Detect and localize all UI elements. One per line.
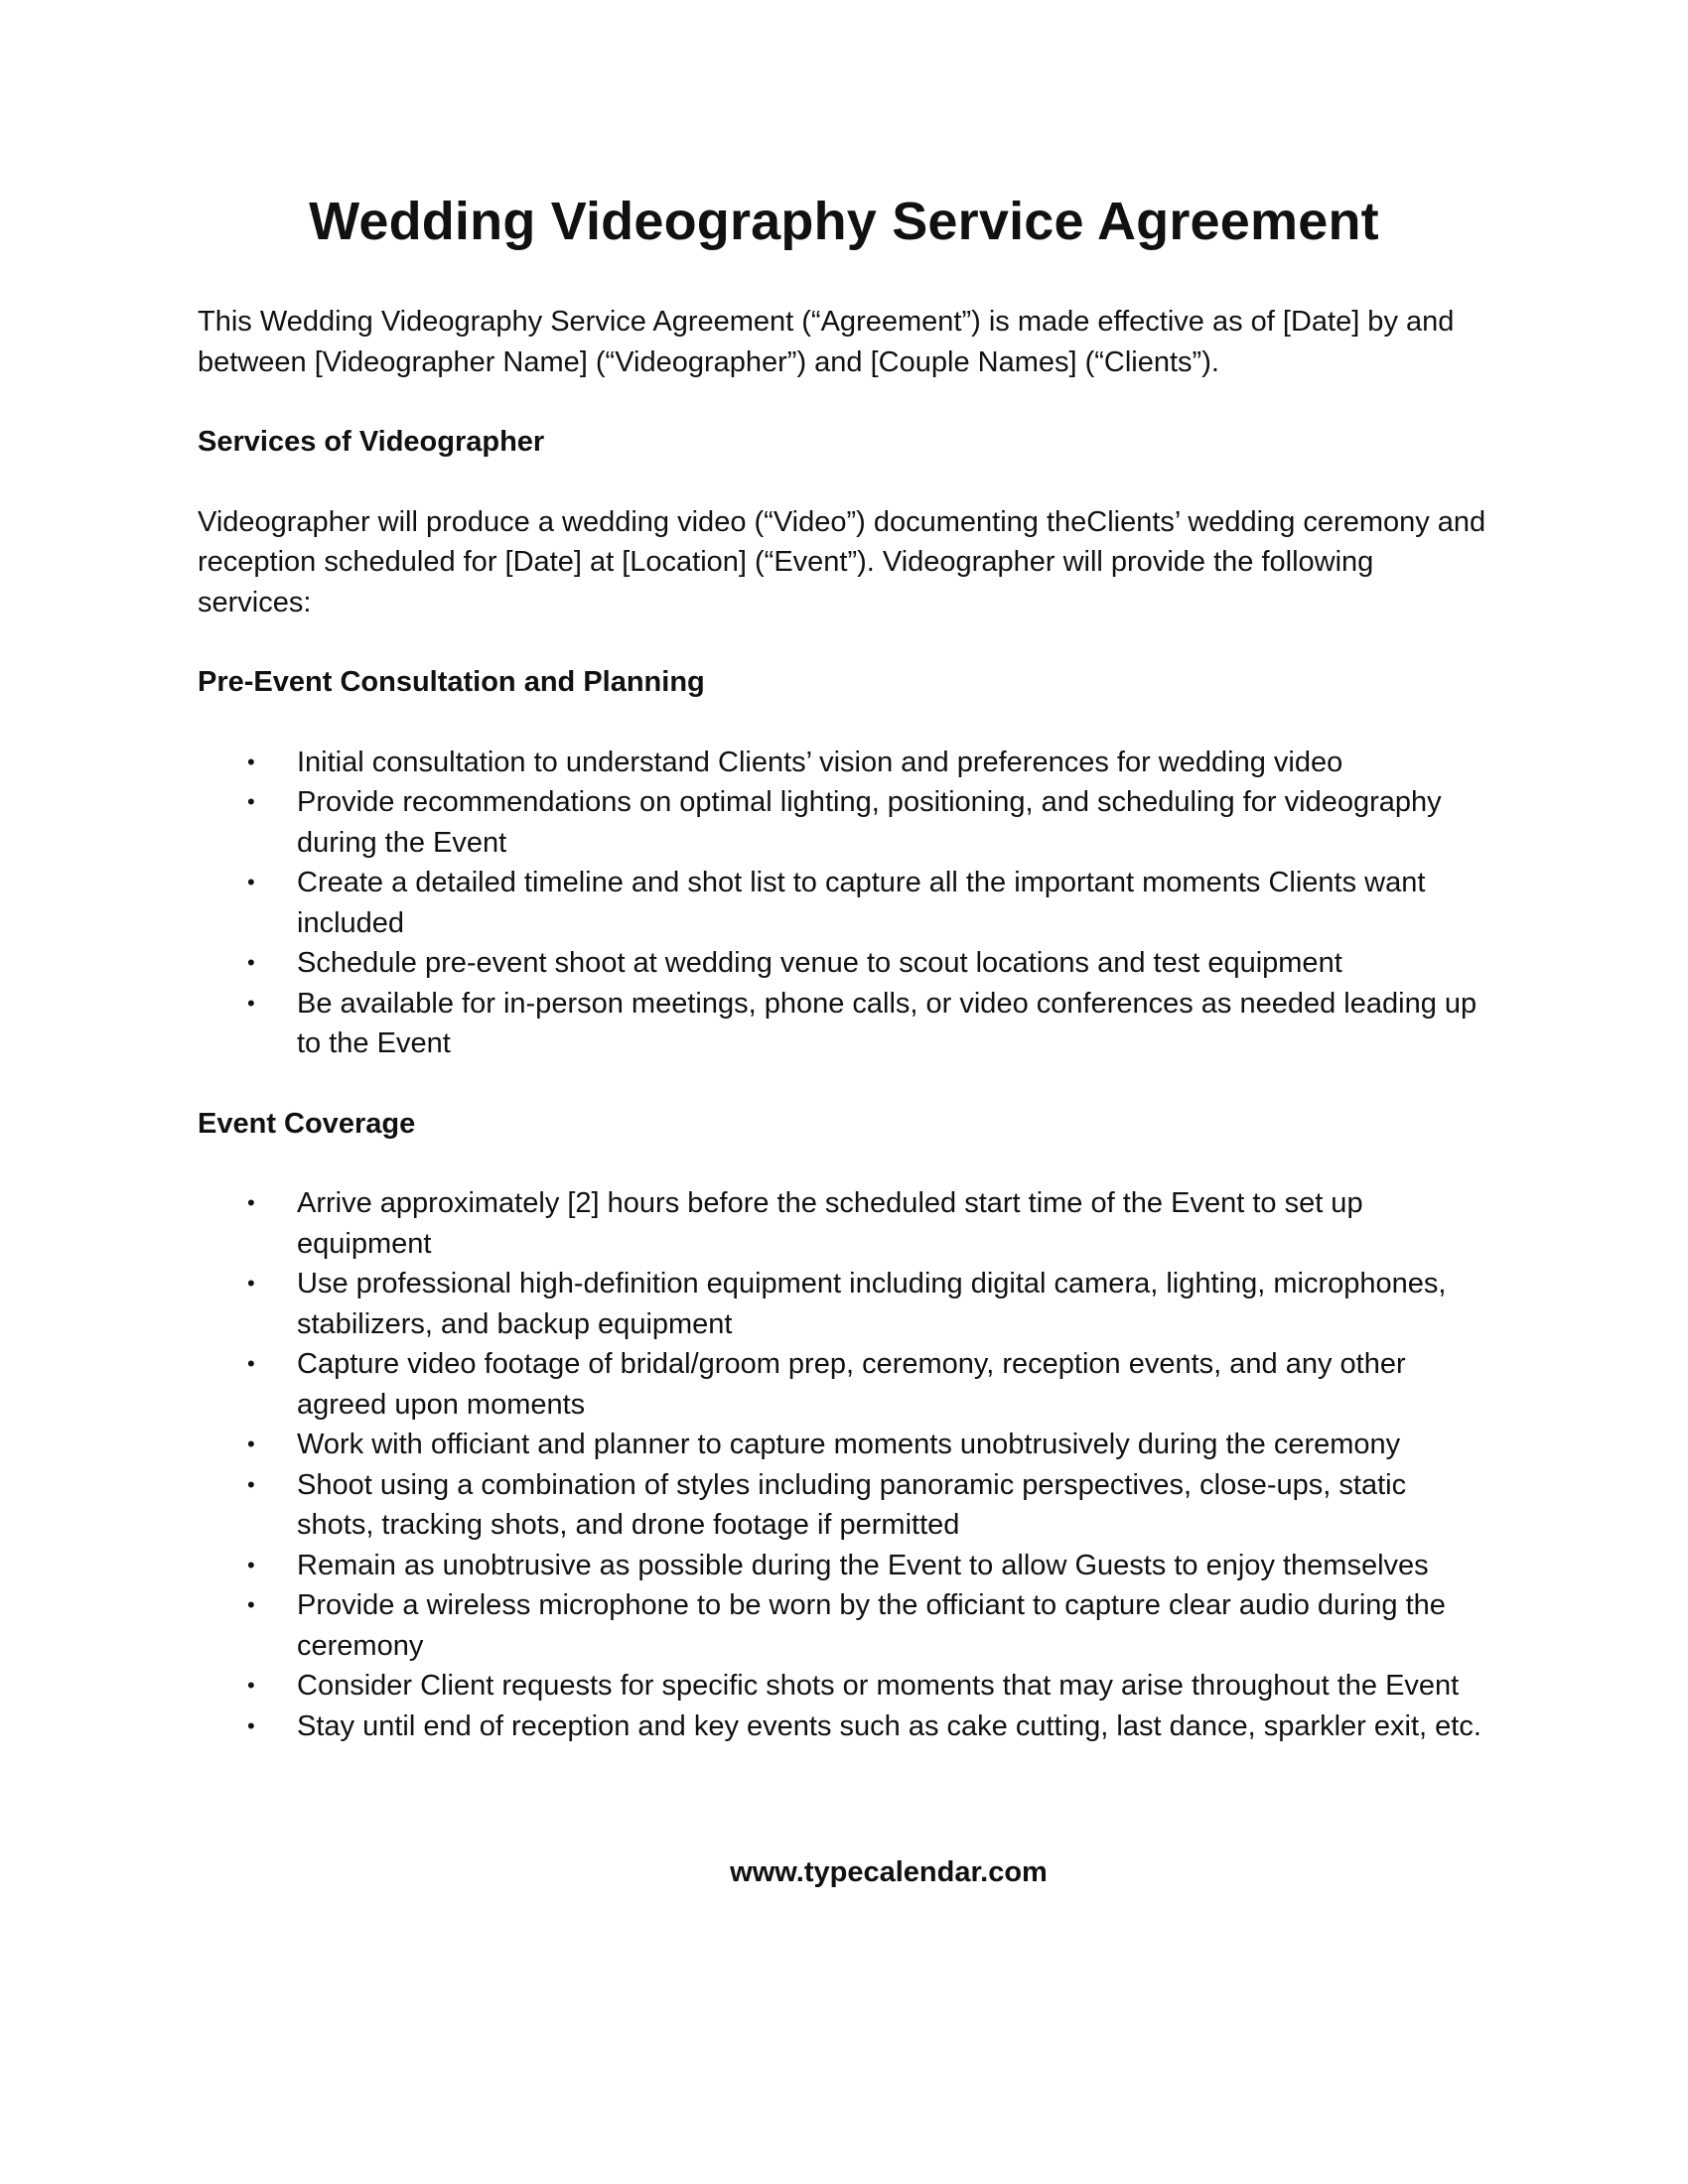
- bullet-icon: •: [247, 870, 255, 894]
- bullet-icon: •: [247, 990, 255, 1016]
- bullet-icon: •: [247, 1552, 255, 1577]
- document-title: Wedding Videography Service Agreement: [309, 192, 1379, 251]
- services-paragraph: Videographer will produce a wedding video (“Video”) documenting theClients’ wedding ceremony and reception scheduled for [Date] at [Location] (“Event”). Videographer will provide the following services:: [198, 505, 1486, 618]
- list-item: [198, 1425, 1488, 1465]
- list-item: [198, 743, 1488, 783]
- list-item: [198, 782, 1488, 863]
- list-item-text: Initial consultation to understand Clients’ vision and preferences for wedding video: [297, 746, 1343, 778]
- section-heading-event-coverage: Event Coverage: [198, 1107, 416, 1140]
- list-item-text: Be available for in-person meetings, phone calls, or video conferences as needed leading up to the Event: [297, 987, 1477, 1059]
- bullet-icon: •: [247, 1190, 255, 1215]
- list-item-text: Create a detailed timeline and shot list to capture all the important moments Clients want included: [297, 867, 1426, 939]
- bullet-icon: •: [247, 1471, 255, 1497]
- list-item: [198, 1706, 1488, 1747]
- list-item: [198, 1264, 1488, 1344]
- event-coverage-bullet-list: [198, 1183, 1488, 1746]
- section-heading-pre-event: Pre-Event Consultation and Planning: [198, 666, 705, 698]
- intro-paragraph: This Wedding Videography Service Agreement (“Agreement”) is made effective as of [Date] by and between [Videographer Name] (“Videographer”) and [Couple Names] (“Clients”).: [198, 306, 1455, 378]
- list-item-text: Provide a wireless microphone to be worn by the officiant to capture clear audio during the ceremony: [297, 1589, 1446, 1662]
- list-item-text: Work with officiant and planner to capture moments unobtrusively during the ceremony: [297, 1429, 1401, 1460]
- document-body: [198, 302, 1488, 1786]
- list-item: [198, 1183, 1488, 1264]
- list-item: [198, 1546, 1488, 1586]
- bullet-icon: •: [247, 789, 255, 814]
- pre-event-bullet-list: [198, 743, 1488, 1064]
- list-item: [198, 1585, 1488, 1666]
- bullet-icon: •: [247, 950, 255, 975]
- list-item-text: Use professional high-definition equipment including digital camera, lighting, microphones, stabilizers, and backup equipment: [297, 1268, 1447, 1340]
- list-item: [198, 1344, 1488, 1425]
- list-item-text: Capture video footage of bridal/groom prep, ceremony, reception events, and any other agreed upon moments: [297, 1348, 1406, 1421]
- list-item: [198, 1465, 1488, 1546]
- bullet-icon: •: [247, 1271, 255, 1296]
- list-item-text: Provide recommendations on optimal lighting, positioning, and scheduling for videography during the Event: [297, 786, 1442, 859]
- list-item-text: Shoot using a combination of styles including panoramic perspectives, close-ups, static shots, tracking shots, and drone footage if permitted: [297, 1468, 1407, 1541]
- bullet-icon: •: [247, 1351, 255, 1376]
- bullet-icon: •: [247, 1712, 255, 1738]
- list-item: [198, 863, 1488, 943]
- list-item-text: Stay until end of reception and key events such as cake cutting, last dance, sparkler exit, etc.: [297, 1709, 1481, 1742]
- list-item-text: Remain as unobtrusive as possible during the Event to allow Guests to enjoy themselves: [297, 1549, 1429, 1581]
- list-item-text: Arrive approximately [2] hours before the scheduled start time of the Event to set up equipment: [297, 1187, 1363, 1260]
- list-item: [198, 1666, 1488, 1706]
- list-item: [198, 943, 1488, 984]
- bullet-icon: •: [247, 1673, 255, 1698]
- bullet-icon: •: [247, 1592, 255, 1617]
- list-item-text: Schedule pre-event shoot at wedding venue to scout locations and test equipment: [297, 947, 1342, 979]
- bullet-icon: •: [247, 749, 255, 774]
- bullet-icon: •: [247, 1432, 255, 1456]
- section-heading-services: Services of Videographer: [198, 426, 545, 458]
- footer-website-link[interactable]: www.typecalendar.com: [730, 1856, 1048, 1888]
- list-item-text: Consider Client requests for specific shots or moments that may arise throughout the Event: [297, 1670, 1460, 1702]
- list-item: [198, 984, 1488, 1064]
